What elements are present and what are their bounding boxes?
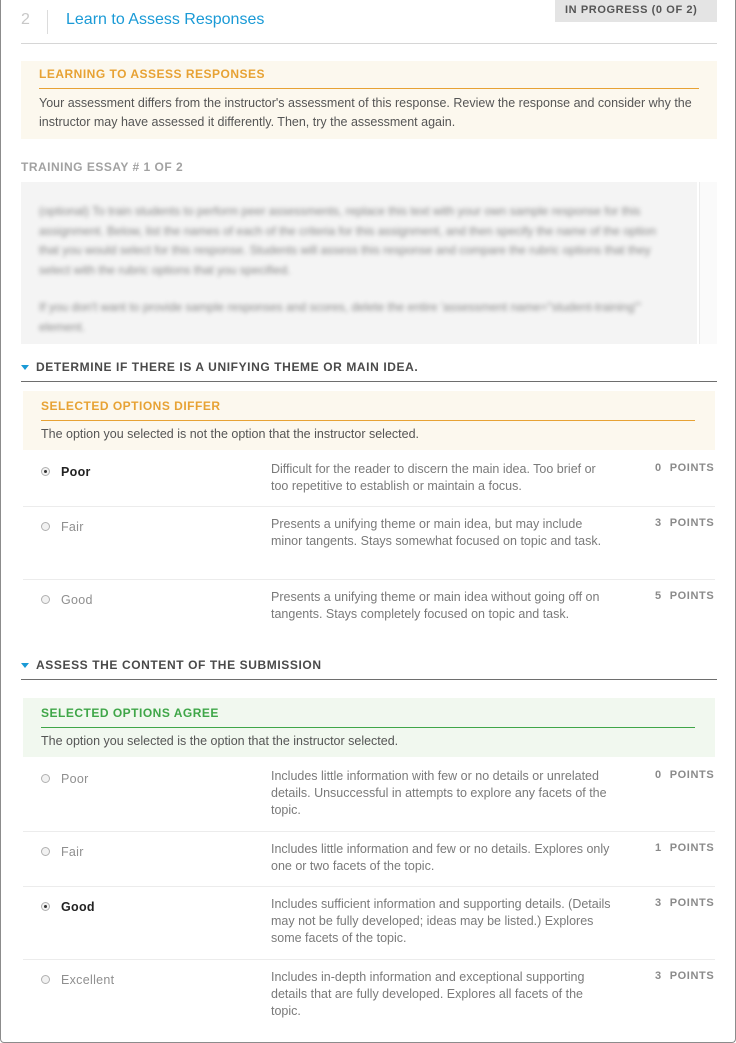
- radio-button[interactable]: [41, 467, 50, 476]
- option-row[interactable]: [23, 887, 715, 960]
- option-label[interactable]: Good: [61, 900, 95, 914]
- option-row[interactable]: [23, 580, 715, 648]
- training-essay-box: [21, 182, 697, 344]
- option-label[interactable]: Good: [61, 593, 93, 607]
- feedback-heading: SELECTED OPTIONS AGREE: [41, 706, 695, 728]
- option-row[interactable]: [23, 832, 715, 887]
- essay-scrollbar[interactable]: [699, 182, 717, 344]
- feedback-panel-differ: [23, 391, 715, 450]
- option-row[interactable]: [23, 759, 715, 832]
- radio-button[interactable]: [41, 975, 50, 984]
- option-label[interactable]: Poor: [61, 772, 89, 786]
- option-points: 1 POINTS: [655, 842, 715, 854]
- option-label[interactable]: Excellent: [61, 973, 115, 987]
- option-description: Difficult for the reader to discern the main idea. Too brief or too repetitive to establish or maintain a focus.: [271, 462, 596, 493]
- essay-paragraph: (optional) To train students to perform peer assessments, replace this text with your own sample response for this assignment. Below, list the names of each of the criteria for this assignment, and then specify the name of the option that you would select for this response. Students will assess this response and compare the rubric options that they select with the rubric options that you specified.: [39, 204, 657, 277]
- option-points: 0 POINTS: [655, 769, 715, 781]
- training-essay-text: [39, 202, 679, 344]
- radio-button[interactable]: [41, 774, 50, 783]
- option-row[interactable]: [23, 960, 715, 1030]
- option-description: Includes little information with few or no details or unrelated details. Unsuccessful in attempts to explore any facets of the topic.: [271, 769, 607, 817]
- essay-paragraph: If you don't want to provide sample responses and scores, delete the entire 'assessment name="student-training"' element.: [39, 300, 642, 334]
- option-description: Presents a unifying theme or main idea, but may include minor tangents. Stays somewhat focused on topic and task.: [271, 517, 602, 548]
- radio-button[interactable]: [41, 595, 50, 604]
- training-essay-label: TRAINING ESSAY # 1 OF 2: [21, 160, 184, 174]
- status-badge: IN PROGRESS (0 OF 2): [555, 0, 717, 22]
- option-points: 3 POINTS: [655, 970, 715, 982]
- option-description: Includes little information and few or no details. Explores only one or two facets of the topic.: [271, 842, 610, 873]
- option-points: 3 POINTS: [655, 897, 715, 909]
- step-title[interactable]: Learn to Assess Responses: [66, 11, 265, 28]
- radio-button[interactable]: [41, 902, 50, 911]
- learning-panel: [21, 61, 717, 139]
- option-points: 0 POINTS: [655, 462, 715, 474]
- criterion-title: ASSESS THE CONTENT OF THE SUBMISSION: [36, 658, 322, 672]
- feedback-text: The option you selected is the option that the instructor selected.: [41, 734, 399, 748]
- feedback-text: The option you selected is not the option that the instructor selected.: [41, 427, 420, 441]
- option-row[interactable]: [23, 507, 715, 580]
- collapse-triangle-icon[interactable]: [21, 663, 29, 668]
- option-label[interactable]: Fair: [61, 520, 84, 534]
- feedback-panel-agree: [23, 698, 715, 757]
- collapse-triangle-icon[interactable]: [21, 365, 29, 370]
- criterion-title: DETERMINE IF THERE IS A UNIFYING THEME OR MAIN IDEA.: [36, 360, 419, 374]
- step-number: 2: [21, 11, 30, 28]
- radio-button[interactable]: [41, 847, 50, 856]
- criterion-header-content[interactable]: [21, 658, 717, 680]
- option-description: Includes sufficient information and supporting details. (Details may not be fully developed; ideas may be listed.) Explores some facets of the topic.: [271, 897, 611, 945]
- option-points: 5 POINTS: [655, 590, 715, 602]
- option-description: Presents a unifying theme or main idea without going off on tangents. Stays completely focused on topic and task.: [271, 590, 600, 621]
- learning-panel-heading: LEARNING TO ASSESS RESPONSES: [39, 67, 699, 89]
- radio-button[interactable]: [41, 522, 50, 531]
- option-row[interactable]: [23, 452, 715, 507]
- option-label[interactable]: Fair: [61, 845, 84, 859]
- feedback-heading: SELECTED OPTIONS DIFFER: [41, 399, 695, 421]
- header-divider: [47, 10, 48, 34]
- criterion-header-main-idea[interactable]: [21, 360, 717, 382]
- learning-panel-text: Your assessment differs from the instructor's assessment of this response. Review the response and consider why the instructor may have assessed it differently. Then, try the assessment again.: [39, 96, 692, 129]
- option-points: 3 POINTS: [655, 517, 715, 529]
- option-label[interactable]: Poor: [61, 465, 91, 479]
- step-header: [21, 0, 717, 44]
- option-description: Includes in-depth information and exceptional supporting details that are fully developed. Explores all facets of the topic.: [271, 970, 585, 1018]
